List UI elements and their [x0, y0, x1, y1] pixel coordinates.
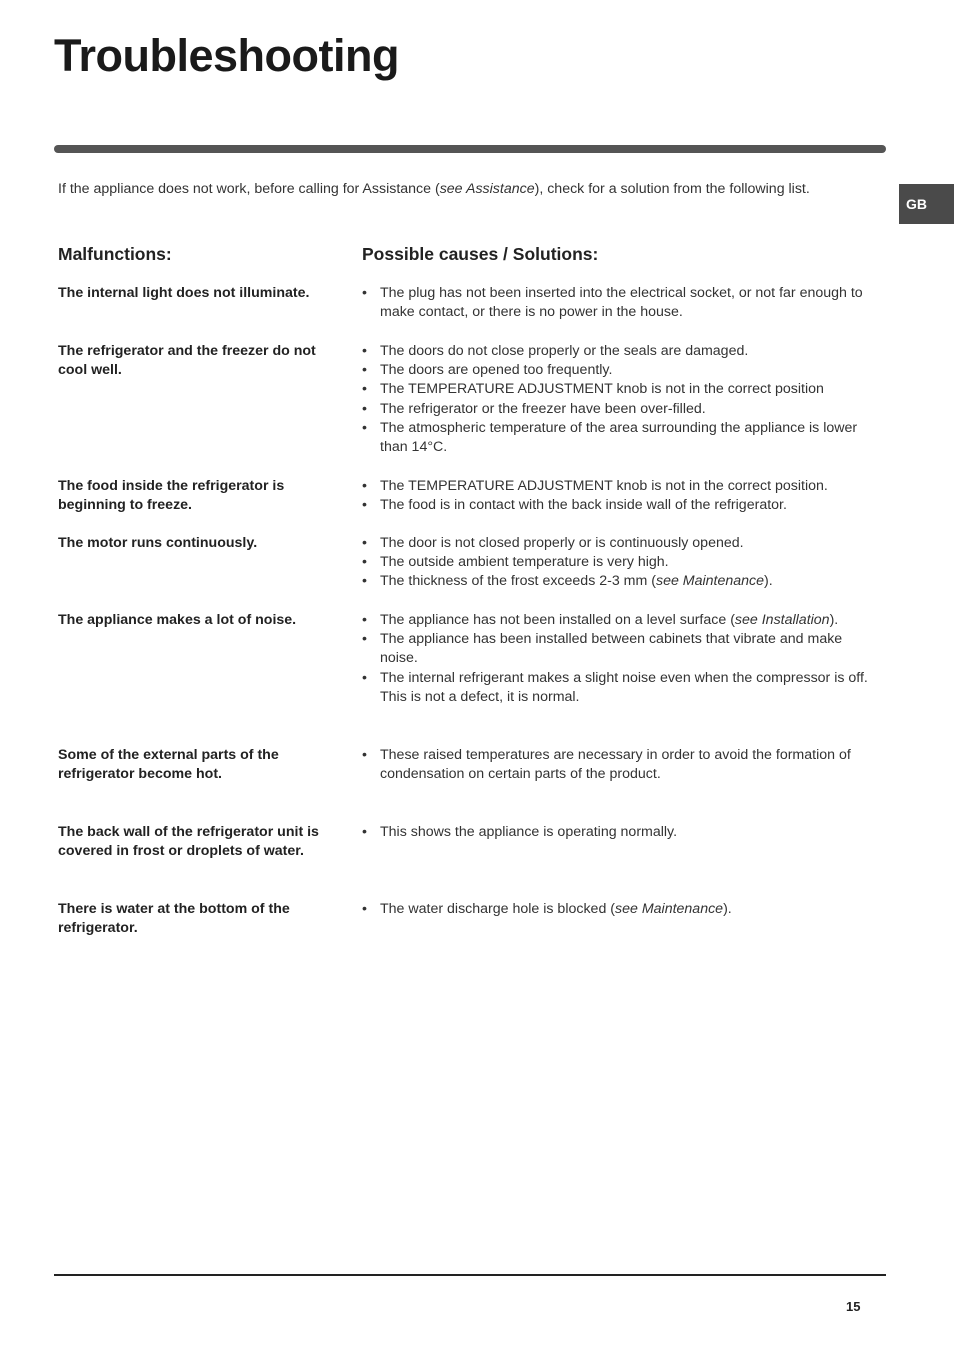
- cause-text: This shows the appliance is operating normally.: [380, 824, 678, 840]
- cause-text: ).: [723, 901, 732, 917]
- causes-list: [362, 900, 882, 919]
- malfunctions-header: Malfunctions:: [58, 244, 172, 264]
- cause-text: The water discharge hole is blocked (: [380, 901, 616, 917]
- cause-text: ).: [764, 573, 773, 590]
- malfunction-label: The appliance makes a lot of noise.: [58, 612, 297, 628]
- cause-text: The outside ambient temperature is very high.: [380, 554, 669, 571]
- cause-item: [362, 342, 882, 361]
- cause-text: The internal refrigerant makes a slight noise even when the compressor is off. This is not a defect, it is normal.: [380, 669, 868, 705]
- cause-text: The TEMPERATURE ADJUSTMENT knob is not in the correct position.: [380, 478, 828, 494]
- causes-list: [362, 342, 882, 457]
- intro-text-end: ), check for a solution from the following list.: [534, 181, 810, 197]
- cause-item: [362, 611, 882, 630]
- language-tab: [899, 184, 954, 224]
- causes-list: [362, 823, 882, 842]
- cause-text: The thickness of the frost exceeds 2-3 mm (: [380, 573, 656, 590]
- cause-text: ).: [829, 612, 839, 628]
- cause-item: [362, 284, 882, 322]
- cause-text: The atmospheric temperature of the area surrounding the appliance is lower than 14°C.: [380, 419, 858, 456]
- cause-item: [362, 572, 882, 591]
- intro-text-start: If the appliance does not work, before calling for Assistance (: [58, 181, 440, 197]
- causes-list: [362, 746, 882, 784]
- intro-paragraph: [58, 180, 888, 198]
- cause-item: [362, 746, 882, 784]
- cause-text: The TEMPERATURE ADJUSTMENT knob is not in the correct position: [380, 381, 824, 398]
- malfunction-label: Some of the external parts of the refrigerator become hot.: [58, 747, 279, 783]
- cause-text: The refrigerator or the freezer have been over-filled.: [380, 400, 706, 417]
- cause-text: The food is in contact with the back inside wall of the refrigerator.: [380, 497, 787, 514]
- cause-reference: see Maintenance: [655, 573, 765, 590]
- page-number: 15: [846, 1299, 861, 1314]
- cause-item: [362, 534, 882, 553]
- causes-list: [362, 534, 882, 592]
- causes-list: [362, 284, 882, 322]
- cause-item: [362, 419, 882, 457]
- page-title: Troubleshooting: [54, 30, 399, 81]
- cause-text: The door is not closed properly or is continuously opened.: [380, 535, 744, 551]
- cause-item: [362, 630, 882, 668]
- malfunction-label: There is water at the bottom of the refrigerator.: [58, 901, 290, 937]
- causes-header: Possible causes / Solutions:: [362, 244, 599, 264]
- causes-list: [362, 611, 882, 707]
- cause-reference: see Maintenance: [615, 901, 724, 917]
- cause-item: [362, 400, 882, 419]
- intro-reference: see Assistance: [439, 181, 535, 197]
- cause-text: The doors are opened too frequently.: [380, 362, 613, 379]
- cause-text: The appliance has been installed between cabinets that vibrate and make noise.: [380, 631, 843, 667]
- malfunction-label: The internal light does not illuminate.: [58, 285, 310, 301]
- cause-text: The plug has not been inserted into the electrical socket, or not far enough to make contact, or there is no power in the house.: [380, 285, 863, 321]
- malfunction-label: The refrigerator and the freezer do not cool well.: [58, 343, 316, 379]
- cause-item: [362, 380, 882, 399]
- malfunction-label: The motor runs continuously.: [58, 535, 258, 551]
- footer-divider: [54, 1274, 886, 1276]
- cause-reference: see Installation: [734, 612, 830, 628]
- title-divider: [54, 145, 886, 153]
- cause-item: [362, 361, 882, 380]
- cause-text: The appliance has not been installed on a level surface (: [380, 612, 735, 628]
- causes-list: [362, 477, 882, 515]
- cause-item: [362, 823, 882, 842]
- cause-item: [362, 553, 882, 572]
- malfunction-label: The back wall of the refrigerator unit is covered in frost or droplets of water.: [58, 824, 319, 860]
- malfunction-label: The food inside the refrigerator is beginning to freeze.: [58, 478, 285, 514]
- cause-item: [362, 496, 882, 515]
- cause-item: [362, 477, 882, 496]
- cause-item: [362, 900, 882, 919]
- cause-text: The doors do not close properly or the seals are damaged.: [380, 343, 749, 359]
- cause-text: These raised temperatures are necessary in order to avoid the formation of condensation on certain parts of the product.: [380, 747, 851, 783]
- cause-item: [362, 669, 882, 707]
- language-tab-label: GB: [906, 196, 927, 212]
